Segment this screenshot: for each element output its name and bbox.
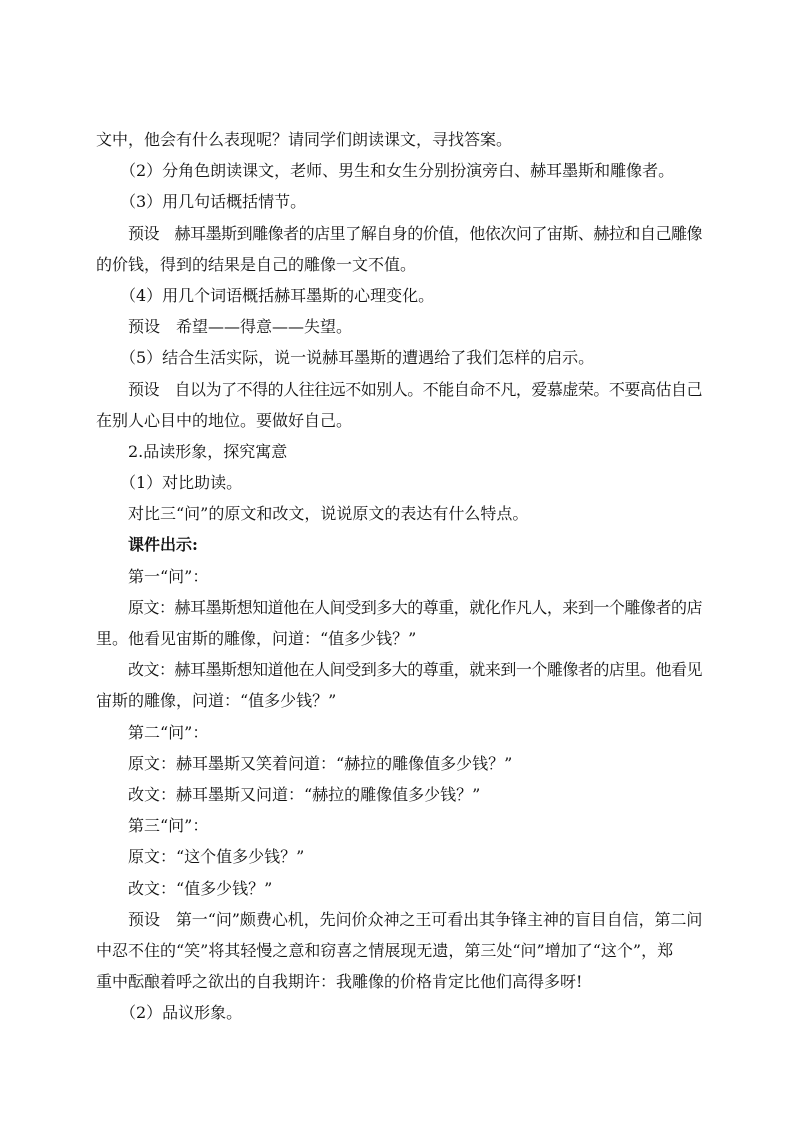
text-line: 里。他看见宙斯的雕像，问道：“值多少钱？” — [96, 629, 417, 648]
text-line: 中忍不住的“笑”将其轻慢之意和窃喜之情展现无遗，第三处“问”增加了“这个”，郑 — [96, 940, 674, 960]
text-line: （2）品议形象。 — [120, 1003, 243, 1023]
text-line: 预设 自以为了不得的人往往远不如别人。不能自命不凡，爱慕虚荣。不要高估自己 — [128, 379, 703, 399]
text-line: 文中，他会有什么表现呢？请同学们朗读课文，寻找答案。 — [96, 130, 513, 149]
text-line: （5）结合生活实际，说一说赫耳墨斯的遭遇给了我们怎样的启示。 — [120, 348, 595, 368]
text-line: 对比三“问”的原文和改文，说说原文的表达有什么特点。 — [128, 504, 529, 524]
text-line: 重中酝酿着呼之欲出的自我期许：我雕像的价格肯定比他们高得多呀! — [96, 972, 583, 992]
text-line: （2）分角色朗读课文，老师、男生和女生分别扮演旁白、赫耳墨斯和雕像者。 — [120, 161, 675, 181]
text-line: 第二“问”： — [128, 722, 209, 742]
text-line: 第三“问”： — [128, 816, 209, 836]
text-line: （1）对比助读。 — [120, 473, 243, 493]
text-line: 预设 第一“问”颇费心机，先问价众神之王可看出其争锋主神的盲目自信，第二问 — [128, 909, 703, 929]
section-heading: 2.品读形象，探究寓意 — [128, 441, 288, 461]
text-line: 的价钱，得到的结果是自己的雕像一文不值。 — [96, 254, 417, 274]
text-line: 原文：赫耳墨斯又笑着问道：“赫拉的雕像值多少钱？” — [128, 753, 513, 773]
text-line: 改文：“值多少钱？” — [128, 878, 273, 898]
text-line: 在别人心目中的地位。要做好自己。 — [96, 410, 353, 430]
text-line: （4）用几个词语概括赫耳墨斯的心理变化。 — [120, 285, 435, 305]
text-line: 预设 希望——得意——失望。 — [128, 317, 353, 337]
text-line: 原文：“这个值多少钱？” — [128, 847, 305, 867]
courseware-label: 课件出示: — [128, 535, 198, 555]
text-line: 改文：赫耳墨斯又问道：“赫拉的雕像值多少钱？” — [128, 784, 481, 804]
text-line: （3）用几句话概括情节。 — [120, 192, 307, 212]
text-line: 原文：赫耳墨斯想知道他在人间受到多大的尊重，就化作凡人，来到一个雕像者的店 — [128, 597, 703, 617]
text-line: 改文：赫耳墨斯想知道他在人间受到多大的尊重，就来到一个雕像者的店里。他看见 — [128, 660, 703, 680]
text-line: 第一“问”： — [128, 566, 209, 586]
document-body — [96, 124, 702, 1028]
text-line: 预设 赫耳墨斯到雕像者的店里了解自身的价值，他依次问了宙斯、赫拉和自己雕像 — [128, 223, 703, 243]
text-line: 宙斯的雕像，问道：“值多少钱？” — [96, 691, 337, 711]
